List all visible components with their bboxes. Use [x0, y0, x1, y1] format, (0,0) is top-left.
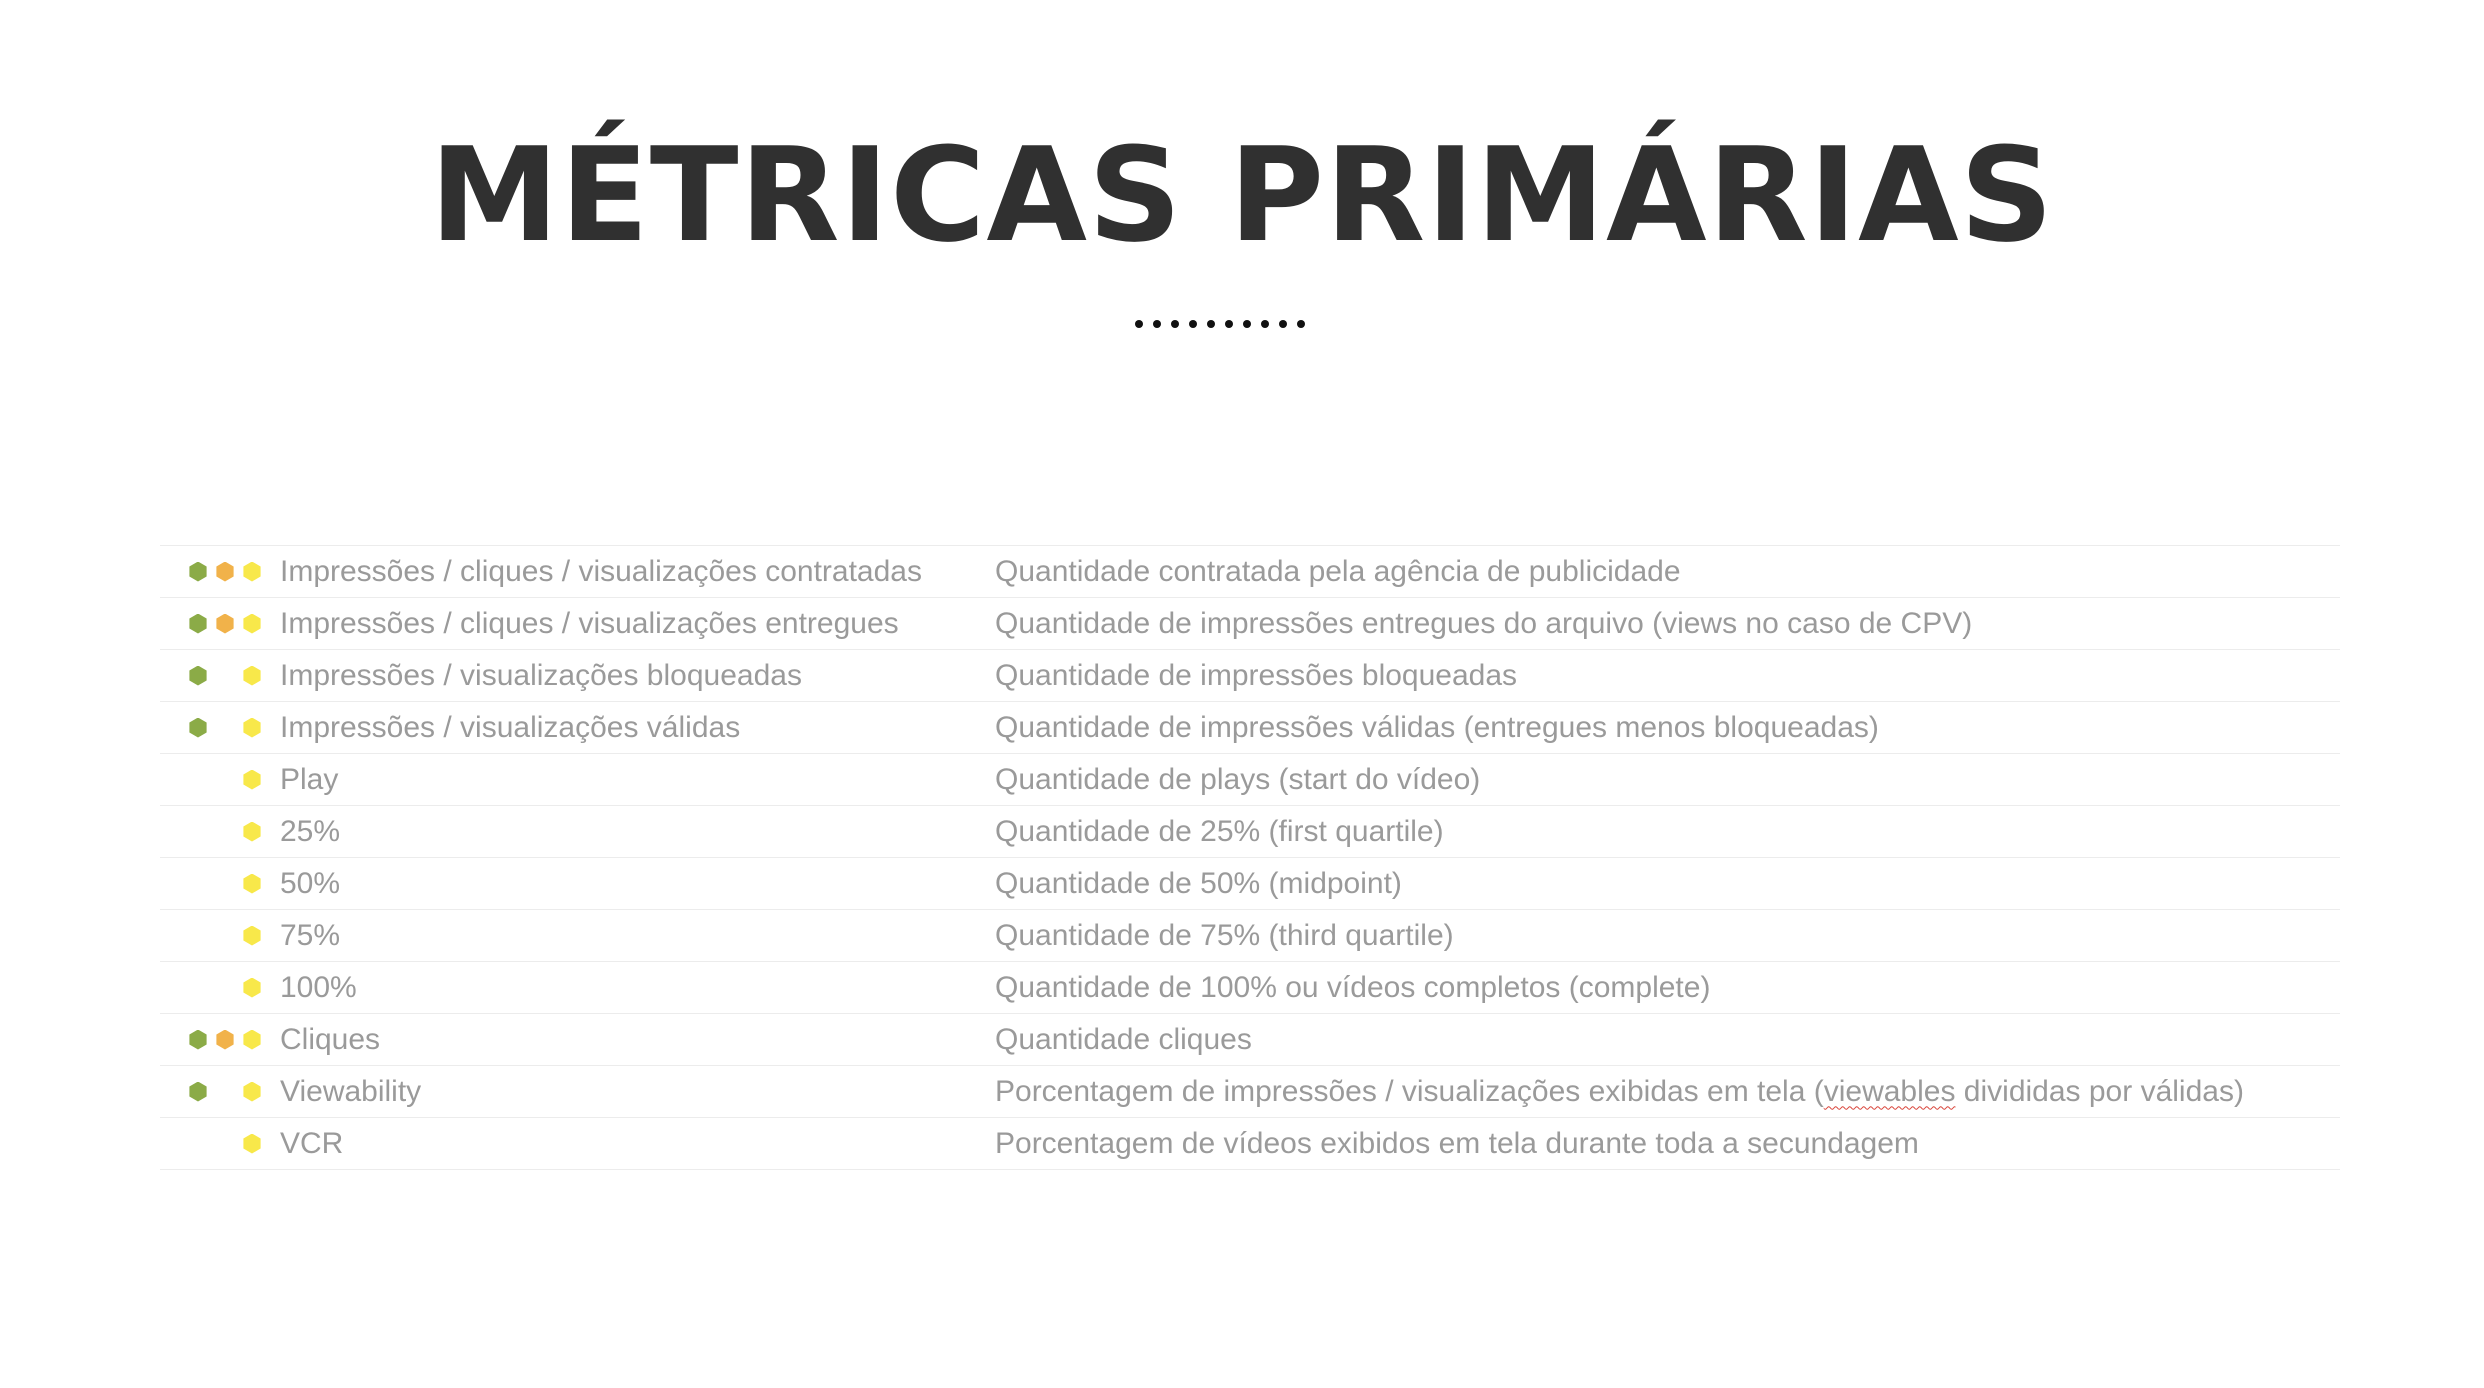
- yellow-hexagon-icon: [242, 562, 262, 582]
- icon-slot: [242, 665, 269, 687]
- metric-name: 50%: [280, 866, 341, 900]
- table-row: [160, 701, 2340, 753]
- icon-slot: [242, 769, 269, 791]
- spellcheck-underline: viewables: [1823, 1074, 1956, 1108]
- yellow-hexagon-icon: [242, 1030, 262, 1050]
- yellow-hexagon-icon: [242, 874, 262, 894]
- icon-slot: [215, 665, 242, 687]
- yellow-hexagon-icon: [242, 614, 262, 634]
- metric-description: Quantidade de impressões bloqueadas: [995, 658, 1518, 692]
- icon-slot: [188, 977, 215, 999]
- icon-slot: [242, 1029, 269, 1051]
- metric-description: Quantidade contratada pela agência de publicidade: [995, 554, 1681, 588]
- table-row: [160, 1013, 2340, 1065]
- icon-slot: [215, 769, 242, 791]
- icon-slot: [242, 561, 269, 583]
- page-title: MÉTRICAS PRIMÁRIAS: [429, 119, 2055, 271]
- yellow-hexagon-icon: [242, 822, 262, 842]
- divider-dot: [1135, 320, 1143, 328]
- icon-slot: [242, 613, 269, 635]
- icon-slot: [242, 821, 269, 843]
- icon-slot: [188, 1081, 215, 1103]
- icon-slot: [242, 977, 269, 999]
- table-row: [160, 597, 2340, 649]
- icon-slot: [188, 1029, 215, 1051]
- metric-description: Porcentagem de vídeos exibidos em tela durante toda a secundagem: [995, 1126, 1919, 1160]
- green-hexagon-icon: [188, 1082, 208, 1102]
- green-hexagon-icon: [188, 718, 208, 738]
- icon-slot: [242, 1133, 269, 1155]
- icon-slot: [188, 925, 215, 947]
- row-icons: [160, 873, 280, 895]
- row-icons: [160, 925, 280, 947]
- divider-dot: [1225, 320, 1233, 328]
- icon-slot: [242, 925, 269, 947]
- divider-dot: [1279, 320, 1287, 328]
- divider-dot: [1261, 320, 1269, 328]
- icon-slot: [215, 925, 242, 947]
- yellow-hexagon-icon: [242, 770, 262, 790]
- icon-slot: [215, 821, 242, 843]
- icon-slot: [188, 821, 215, 843]
- metric-name: Impressões / visualizações válidas: [280, 710, 741, 744]
- icon-slot: [215, 613, 242, 635]
- metric-name: Viewability: [280, 1074, 422, 1108]
- divider-dot: [1207, 320, 1215, 328]
- yellow-hexagon-icon: [242, 666, 262, 686]
- metric-name: 75%: [280, 918, 341, 952]
- row-icons: [160, 613, 280, 635]
- orange-hexagon-icon: [215, 614, 235, 634]
- metric-name: Impressões / visualizações bloqueadas: [280, 658, 802, 692]
- orange-hexagon-icon: [215, 562, 235, 582]
- table-row: [160, 1065, 2340, 1117]
- metrics-table: [160, 545, 2340, 1170]
- dotted-divider: [1135, 320, 1305, 328]
- metric-name: 25%: [280, 814, 341, 848]
- table-row: [160, 545, 2340, 597]
- table-row: [160, 1117, 2340, 1170]
- divider-dot: [1297, 320, 1305, 328]
- icon-slot: [188, 665, 215, 687]
- icon-slot: [188, 561, 215, 583]
- icon-slot: [215, 1133, 242, 1155]
- yellow-hexagon-icon: [242, 1082, 262, 1102]
- icon-slot: [242, 1081, 269, 1103]
- row-icons: [160, 561, 280, 583]
- table-row: [160, 753, 2340, 805]
- metric-name: VCR: [280, 1126, 344, 1160]
- metric-description: Quantidade de 100% ou vídeos completos (complete): [995, 970, 1711, 1004]
- yellow-hexagon-icon: [242, 978, 262, 998]
- green-hexagon-icon: [188, 562, 208, 582]
- row-icons: [160, 665, 280, 687]
- orange-hexagon-icon: [215, 1030, 235, 1050]
- row-icons: [160, 1029, 280, 1051]
- row-icons: [160, 821, 280, 843]
- table-row: [160, 857, 2340, 909]
- row-icons: [160, 769, 280, 791]
- green-hexagon-icon: [188, 1030, 208, 1050]
- icon-slot: [188, 613, 215, 635]
- table-row: [160, 649, 2340, 701]
- icon-slot: [242, 873, 269, 895]
- icon-slot: [215, 1081, 242, 1103]
- icon-slot: [215, 717, 242, 739]
- icon-slot: [215, 977, 242, 999]
- table-row: [160, 909, 2340, 961]
- metric-description: Quantidade de impressões válidas (entregues menos bloqueadas): [995, 710, 1879, 744]
- table-row: [160, 961, 2340, 1013]
- metric-name: Impressões / cliques / visualizações contratadas: [280, 554, 922, 588]
- divider-dot: [1243, 320, 1251, 328]
- yellow-hexagon-icon: [242, 718, 262, 738]
- icon-slot: [188, 717, 215, 739]
- icon-slot: [242, 717, 269, 739]
- metric-name: Play: [280, 762, 339, 796]
- row-icons: [160, 717, 280, 739]
- metric-description: Quantidade de 75% (third quartile): [995, 918, 1454, 952]
- metric-name: Cliques: [280, 1022, 381, 1056]
- green-hexagon-icon: [188, 666, 208, 686]
- divider-dot: [1153, 320, 1161, 328]
- divider-dot: [1171, 320, 1179, 328]
- metric-description: Quantidade cliques: [995, 1022, 1252, 1056]
- row-icons: [160, 1133, 280, 1155]
- metric-description: Porcentagem de impressões / visualizações exibidas em tela (viewables divididas por válidas): [995, 1074, 2244, 1108]
- metric-description: Quantidade de impressões entregues do arquivo (views no caso de CPV): [995, 606, 1973, 640]
- yellow-hexagon-icon: [242, 1134, 262, 1154]
- icon-slot: [188, 873, 215, 895]
- metric-description: Quantidade de plays (start do vídeo): [995, 762, 1481, 796]
- icon-slot: [215, 873, 242, 895]
- row-icons: [160, 977, 280, 999]
- yellow-hexagon-icon: [242, 926, 262, 946]
- green-hexagon-icon: [188, 614, 208, 634]
- metric-description: Quantidade de 25% (first quartile): [995, 814, 1444, 848]
- icon-slot: [215, 561, 242, 583]
- metric-name: Impressões / cliques / visualizações entregues: [280, 606, 899, 640]
- table-row: [160, 805, 2340, 857]
- row-icons: [160, 1081, 280, 1103]
- icon-slot: [215, 1029, 242, 1051]
- divider-dot: [1189, 320, 1197, 328]
- metric-description: Quantidade de 50% (midpoint): [995, 866, 1402, 900]
- icon-slot: [188, 769, 215, 791]
- icon-slot: [188, 1133, 215, 1155]
- metric-name: 100%: [280, 970, 357, 1004]
